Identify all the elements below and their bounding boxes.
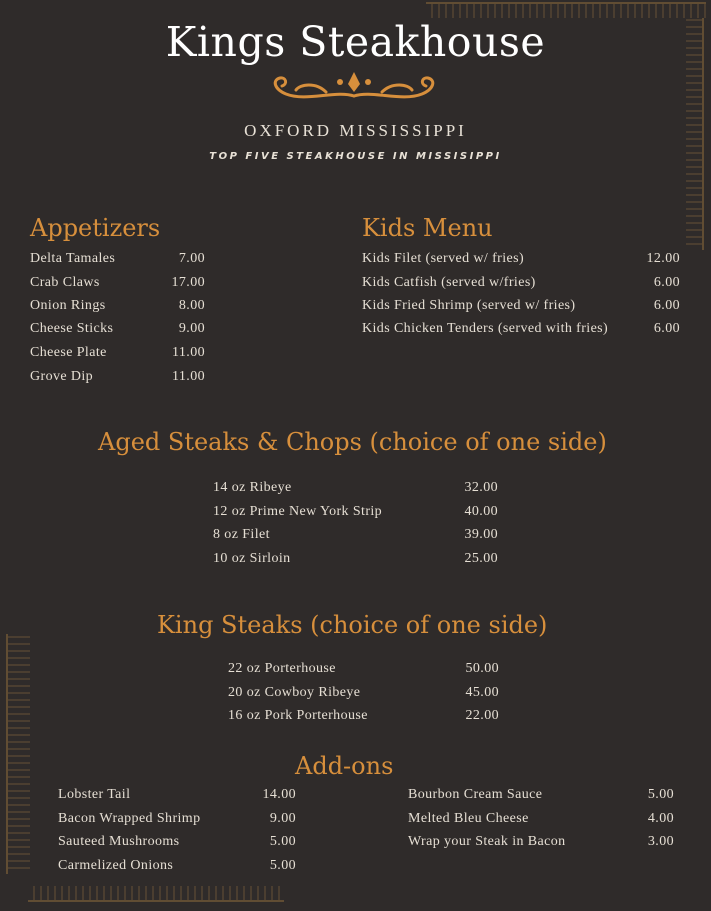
item-name: Melted Bleu Cheese (408, 811, 529, 826)
item-name: Kids Catfish (served w/fries) (362, 275, 536, 290)
item-name: Onion Rings (30, 298, 106, 313)
item-price: 8.00 (178, 298, 205, 313)
item-name: Lobster Tail (58, 787, 131, 802)
item-price: 6.00 (653, 321, 680, 336)
item-price: 4.00 (647, 811, 674, 826)
ornamental-border-icon (6, 634, 30, 874)
ornamental-border-icon (28, 886, 284, 902)
appetizers-heading: Appetizers (30, 214, 161, 242)
item-name: Bacon Wrapped Shrimp (58, 811, 201, 826)
item-name: Delta Tamales (30, 251, 116, 266)
king-steaks-heading: King Steaks (choice of one side) (157, 611, 548, 639)
item-price: 6.00 (653, 298, 680, 313)
item-name: Cheese Plate (30, 345, 107, 360)
tagline-text: TOP FIVE STEAKHOUSE IN MISSISIPPI (209, 151, 502, 162)
item-name: 12 oz Prime New York Strip (213, 504, 383, 519)
location-text: OXFORD MISSISSIPPI (244, 121, 467, 140)
item-price: 45.00 (465, 685, 499, 700)
item-name: Kids Fried Shrimp (served w/ fries) (362, 298, 576, 313)
item-price: 5.00 (269, 858, 296, 873)
item-price: 9.00 (269, 811, 296, 826)
item-name: Kids Chicken Tenders (served with fries) (362, 321, 609, 336)
item-name: Crab Claws (30, 275, 100, 290)
item-name: Grove Dip (30, 369, 94, 384)
kids-menu-heading: Kids Menu (362, 214, 493, 242)
item-price: 9.00 (178, 321, 205, 336)
scroll-divider-icon (266, 68, 442, 106)
item-price: 12.00 (646, 251, 680, 266)
item-name: Bourbon Cream Sauce (408, 787, 543, 802)
item-price: 11.00 (172, 369, 205, 384)
item-price: 14.00 (262, 787, 296, 802)
item-name: 10 oz Sirloin (213, 551, 291, 566)
item-price: 39.00 (464, 527, 498, 542)
item-price: 32.00 (464, 480, 498, 495)
add-ons-heading: Add-ons (295, 752, 394, 780)
item-name: 14 oz Ribeye (213, 480, 292, 495)
item-price: 40.00 (464, 504, 498, 519)
item-name: Carmelized Onions (58, 858, 174, 873)
item-price: 50.00 (465, 661, 499, 676)
item-price: 5.00 (647, 787, 674, 802)
item-price: 11.00 (172, 345, 205, 360)
item-name: Wrap your Steak in Bacon (408, 834, 566, 849)
item-price: 3.00 (647, 834, 674, 849)
aged-steaks-heading: Aged Steaks & Chops (choice of one side) (98, 428, 607, 456)
item-name: Kids Filet (served w/ fries) (362, 251, 525, 266)
item-name: 22 oz Porterhouse (228, 661, 336, 676)
restaurant-title: Kings Steakhouse (165, 18, 546, 66)
item-name: 20 oz Cowboy Ribeye (228, 685, 361, 700)
item-price: 5.00 (269, 834, 296, 849)
item-price: 22.00 (465, 708, 499, 723)
item-name: Sauteed Mushrooms (58, 834, 180, 849)
item-name: Cheese Sticks (30, 321, 114, 336)
ornamental-border-icon (426, 2, 706, 18)
item-price: 25.00 (464, 551, 498, 566)
item-name: 16 oz Pork Porterhouse (228, 708, 368, 723)
item-price: 17.00 (171, 275, 205, 290)
item-price: 6.00 (653, 275, 680, 290)
item-price: 7.00 (178, 251, 205, 266)
item-name: 8 oz Filet (213, 527, 270, 542)
